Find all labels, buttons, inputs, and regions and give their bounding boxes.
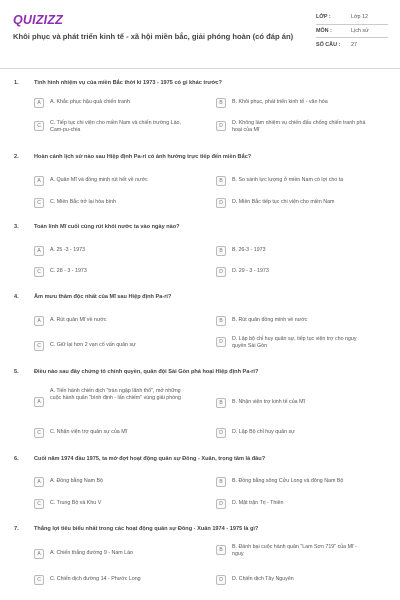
option-text: A. Quân Mĩ và đồng minh rút hết về nước bbox=[50, 177, 148, 183]
option-letter-box: D bbox=[216, 267, 226, 277]
option-text: C. 28 - 3 - 1973 bbox=[50, 268, 87, 274]
option-letter-box: D bbox=[216, 575, 226, 585]
option-text: B. Khôi phục, phát triển kinh tế - văn hóa bbox=[232, 99, 328, 105]
question-text: Thắng lợi tiêu biểu nhất trong các hoạt động quân sự Đông - Xuân 1974 - 1975 là gì? bbox=[34, 526, 259, 532]
option-letter-box: C bbox=[34, 575, 44, 585]
option-letter-box: C bbox=[34, 428, 44, 438]
option-b[interactable] bbox=[216, 175, 386, 189]
option-letter-box: A bbox=[34, 397, 44, 407]
option-text: A. 25 -3 - 1973 bbox=[50, 247, 86, 253]
option-letter-box: C bbox=[34, 267, 44, 277]
option-letter-box: A bbox=[34, 176, 44, 186]
option-d[interactable] bbox=[216, 574, 386, 588]
option-text: C. Nhận viện trợ quân sự của Mĩ bbox=[50, 429, 128, 435]
option-c[interactable] bbox=[34, 427, 204, 441]
option-letter-box: C bbox=[34, 499, 44, 509]
option-a[interactable] bbox=[34, 476, 204, 490]
option-a[interactable] bbox=[34, 175, 204, 189]
option-b[interactable] bbox=[216, 397, 386, 411]
option-text: A. Khắc phục hậu quả chiến tranh bbox=[50, 99, 130, 105]
info-row-count bbox=[316, 38, 388, 52]
option-text: C. Chiến dịch đường 14 - Phước Long bbox=[50, 576, 141, 582]
info-box bbox=[316, 11, 388, 52]
option-letter-box: C bbox=[34, 198, 44, 208]
option-letter-box: A bbox=[34, 549, 44, 559]
info-label: MÔN : bbox=[316, 27, 332, 34]
question-text: Hoàn cảnh lịch sử nào sau Hiệp định Pa-ri có ảnh hưởng trực tiếp đến miền Bắc? bbox=[34, 154, 252, 160]
option-d[interactable] bbox=[216, 197, 386, 211]
info-value: Lớp 12 bbox=[351, 14, 369, 21]
option-letter-box: C bbox=[34, 121, 44, 131]
option-a[interactable] bbox=[34, 97, 204, 111]
info-value: 27 bbox=[351, 41, 357, 48]
option-c[interactable] bbox=[34, 574, 204, 588]
option-text: A. Tiến hành chiến dịch "tràn ngập lãnh thổ", mở những cuộc hành quân "bình định - lấn chiếm" vùng giải phóng bbox=[50, 388, 181, 401]
option-d[interactable] bbox=[216, 498, 386, 512]
question-text: Cuối năm 1974 đầu 1975, ta mở đợt hoạt động quân sự Đông - Xuân, trọng tâm là đâu? bbox=[34, 456, 266, 462]
option-text: B. So sánh lực lượng ở miền Nam có lợi cho ta bbox=[232, 177, 344, 183]
question-text: Điều nào sau đây chứng tỏ chính quyền, quân đội Sài Gòn phá hoại Hiệp định Pa-ri? bbox=[34, 369, 259, 375]
option-a[interactable] bbox=[34, 315, 204, 329]
worksheet-title: Khôi phục và phát triển kinh tế - xã hội miền bắc, giải phóng hoàn (có đáp án) bbox=[13, 32, 294, 41]
option-text: C. Trung Bộ và Khu V bbox=[50, 500, 102, 506]
option-text: D. 29 - 3 - 1973 bbox=[232, 268, 269, 274]
info-row-class bbox=[316, 11, 388, 25]
option-d[interactable] bbox=[216, 336, 386, 356]
option-letter-box: D bbox=[216, 198, 226, 208]
question-text: Toán lính Mĩ cuối cùng rút khỏi nước ta vào ngày nào? bbox=[34, 224, 180, 230]
option-letter-box: B bbox=[216, 477, 226, 487]
info-label: SỐ CÂU : bbox=[316, 41, 341, 48]
option-text: D. Không làm nhiệm vụ chiến đấu chống chiến tranh phá hoại của Mĩ bbox=[232, 120, 366, 133]
option-a[interactable] bbox=[34, 548, 204, 562]
option-text: C. Tiếp tục chi viện cho miền Nam và chiến trường Lào, Cam-pu-chia bbox=[50, 120, 181, 133]
option-text: B. Nhận viện trợ kinh tế của Mĩ bbox=[232, 399, 305, 405]
info-value: Lịch sử bbox=[351, 27, 369, 34]
option-letter-box: A bbox=[34, 316, 44, 326]
question-number: 7. bbox=[14, 526, 19, 532]
option-c[interactable] bbox=[34, 340, 204, 354]
option-text: A. Đồng bằng Nam Bộ bbox=[50, 478, 103, 484]
option-text: D. Mặt trận Trị - Thiên bbox=[232, 500, 284, 506]
option-letter-box: A bbox=[34, 98, 44, 108]
option-text: D. Miền Bắc tiếp tục chi viện cho miền Nam bbox=[232, 199, 335, 205]
option-text: B. Rút quân đồng minh về nước bbox=[232, 317, 308, 323]
option-a[interactable] bbox=[34, 245, 204, 259]
option-text: A. Rút quân Mĩ về nước bbox=[50, 317, 107, 323]
option-text: B. Đánh bại cuộc hành quân "Lam Sơn 719" của Mĩ - nguỵ bbox=[232, 544, 357, 557]
option-letter-box: B bbox=[216, 545, 226, 555]
option-letter-box: B bbox=[216, 176, 226, 186]
question-number: 6. bbox=[14, 456, 19, 462]
option-b[interactable] bbox=[216, 97, 386, 111]
option-text: B. Đồng bằng sông Cửu Long và đông Nam Bộ bbox=[232, 478, 344, 484]
quizizz-logo: QUIZIZZ bbox=[13, 13, 64, 27]
option-c[interactable] bbox=[34, 197, 204, 211]
option-letter-box: A bbox=[34, 477, 44, 487]
option-letter-box: B bbox=[216, 316, 226, 326]
option-text: D. Lập bộ chỉ huy quân sự, tiếp tục viện trợ cho nguỵ quyền Sài Gòn bbox=[232, 336, 357, 349]
option-text: B. 26-3 - 1973 bbox=[232, 247, 266, 253]
info-label: LỚP : bbox=[316, 14, 331, 21]
option-letter-box: B bbox=[216, 246, 226, 256]
option-text: A. Chiến thắng đường 9 - Nam Lào bbox=[50, 550, 133, 556]
option-d[interactable] bbox=[216, 427, 386, 441]
option-c[interactable] bbox=[34, 266, 204, 280]
option-letter-box: A bbox=[34, 246, 44, 256]
option-b[interactable] bbox=[216, 476, 386, 490]
option-text: C. Giữ lại hơn 2 vạn cố vấn quân sự bbox=[50, 342, 136, 348]
option-text: D. Chiến dịch Tây Nguyên bbox=[232, 576, 294, 582]
header-divider bbox=[0, 68, 400, 69]
option-letter-box: D bbox=[216, 337, 226, 347]
option-text: D. Lập Bộ chỉ huy quân sự bbox=[232, 429, 295, 435]
option-letter-box: D bbox=[216, 499, 226, 509]
option-d[interactable] bbox=[216, 120, 386, 140]
option-letter-box: D bbox=[216, 121, 226, 131]
option-letter-box: D bbox=[216, 428, 226, 438]
question-number: 5. bbox=[14, 369, 19, 375]
option-c[interactable] bbox=[34, 498, 204, 512]
option-letter-box: C bbox=[34, 341, 44, 351]
option-letter-box: B bbox=[216, 98, 226, 108]
info-row-subject bbox=[316, 25, 388, 39]
option-b[interactable] bbox=[216, 245, 386, 259]
option-letter-box: B bbox=[216, 398, 226, 408]
question-number: 1. bbox=[14, 80, 19, 86]
question-number: 2. bbox=[14, 154, 19, 160]
question-number: 4. bbox=[14, 294, 19, 300]
question-number: 3. bbox=[14, 224, 19, 230]
option-c[interactable] bbox=[34, 120, 204, 140]
option-a[interactable] bbox=[34, 389, 204, 417]
option-d[interactable] bbox=[216, 266, 386, 280]
question-text: Tình hình nhiệm vụ của miền Bắc thời kì 1973 - 1975 có gì khác trước? bbox=[34, 80, 222, 86]
option-b[interactable] bbox=[216, 315, 386, 329]
option-text: C. Miền Bắc trở lại hòa bình bbox=[50, 199, 116, 205]
option-b[interactable] bbox=[216, 544, 386, 564]
question-text: Âm mưu thâm độc nhất của Mĩ sau Hiệp định Pa-ri? bbox=[34, 294, 172, 300]
